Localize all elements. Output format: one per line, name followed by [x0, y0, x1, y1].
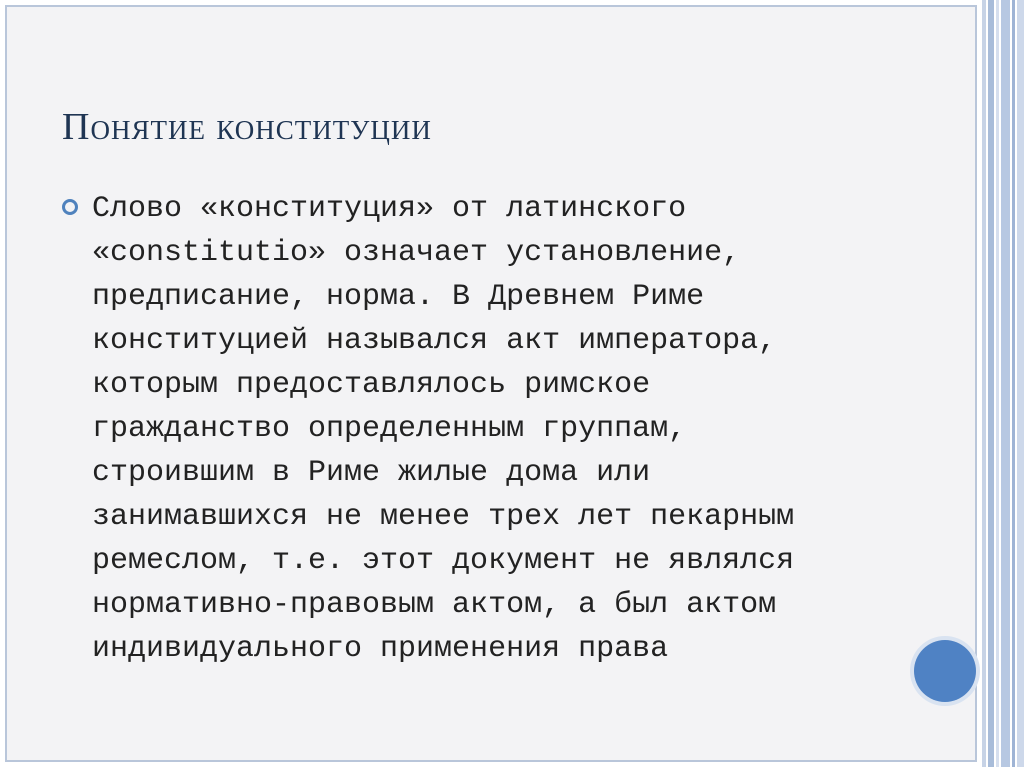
bullet-text: [92, 187, 892, 671]
decorative-stripe: [1001, 0, 1010, 767]
decorative-stripe: [1017, 0, 1024, 767]
text-line: занимавшихся не менее трех лет пекарным: [92, 500, 795, 534]
text-line: гражданство определенным группам,: [92, 412, 687, 446]
decorative-stripe: [1012, 0, 1015, 767]
filled-circle-icon: [914, 640, 976, 702]
text-line: предписание, норма. В Древнем Риме: [92, 280, 705, 314]
decorative-stripe: [982, 0, 986, 767]
text-line: конституцией назывался акт императора,: [92, 324, 777, 358]
slide-title: Понятие конституции: [62, 106, 432, 148]
text-line: «constitutio» означает установление,: [92, 236, 741, 270]
decorative-stripe: [988, 0, 994, 767]
text-line: нормативно-правовым актом, а был актом: [92, 588, 777, 622]
decorative-stripe: [996, 0, 999, 767]
text-line: индивидуального применения права: [92, 632, 669, 666]
text-line: ремеслом, т.е. этот документ не являлся: [92, 544, 795, 578]
text-line: которым предоставлялось римское: [92, 368, 651, 402]
text-line: Слово «конституция» от латинского: [92, 192, 687, 226]
hollow-circle-bullet-icon: [62, 199, 78, 215]
text-line: строившим в Риме жилые дома или: [92, 456, 651, 490]
